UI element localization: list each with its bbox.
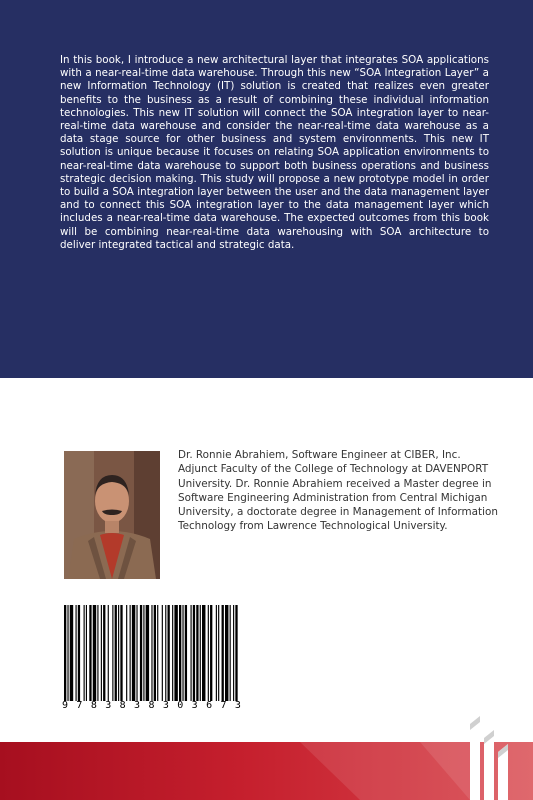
barcode-bar bbox=[146, 605, 149, 701]
barcode-bar bbox=[191, 605, 192, 701]
barcode-bar bbox=[132, 605, 135, 701]
isbn-digit: 7 bbox=[220, 700, 227, 711]
barcode-bar bbox=[185, 605, 187, 701]
barcode-bar bbox=[118, 605, 119, 701]
barcode-bar bbox=[86, 605, 87, 701]
barcode-bar bbox=[165, 605, 166, 701]
barcode-bar bbox=[182, 605, 183, 701]
book-description: In this book, I introduce a new architectural layer that integrates SOA applications with a near-real-time data warehouse. Through this new “SOA Integration Layer” a new Information Technology (IT) solution is created that realizes even greater benefits to the business as a result of combining these individual information technologies. This new IT solution will connect the SOA integration layer to near-real-time data warehouse and consider the near-real-time data warehouse as a data stage source for other business and system environments. This new IT solution is unique because it focuses on relating SOA application environments to near-real-time data warehouse to support both business operations and business strategic decision making. This study will propose a new prototype model in order to build a SOA integration layer between the user and the data management layer and to connect this SOA integration layer to the data management layer which includes a near-real-time data warehouse. The expected outcomes from this book will be combining near-real-time data warehousing with SOA architecture to deliver integrated tactical and strategic data. bbox=[60, 54, 489, 251]
barcode-bar bbox=[130, 605, 131, 701]
isbn-digit: 9 bbox=[62, 700, 69, 711]
barcode-bar bbox=[174, 605, 177, 701]
barcode-bar bbox=[97, 605, 98, 701]
barcode-bar bbox=[115, 605, 117, 701]
isbn-digit: 8 bbox=[148, 700, 155, 711]
barcode-bar bbox=[136, 605, 137, 701]
author-photo bbox=[64, 451, 160, 579]
bottom-color-band bbox=[0, 742, 533, 800]
barcode-bar bbox=[196, 605, 198, 701]
author-bio: Dr. Ronnie Abrahiem, Software Engineer at CIBER, Inc. Adjunct Faculty of the College of Technology at DAVENPORT University. Dr. Ronnie Abrahiem received a Master degree in Software Engineering Administration from Central Michigan University, a doctorate degree in Management of Information Technology from Lawrence Technological University. bbox=[178, 449, 498, 533]
barcode-bar bbox=[78, 605, 80, 701]
barcode-bar bbox=[103, 605, 105, 701]
barcode-bar bbox=[108, 605, 109, 701]
barcode-bar bbox=[143, 605, 144, 701]
barcode-bar bbox=[140, 605, 142, 701]
isbn-digit: 3 bbox=[234, 700, 241, 711]
barcode-bar bbox=[235, 605, 237, 701]
barcode-bar bbox=[76, 605, 77, 701]
barcode-bar bbox=[208, 605, 209, 701]
isbn-digit: 6 bbox=[206, 700, 213, 711]
barcode-bar bbox=[230, 605, 231, 701]
barcode-bar bbox=[112, 605, 113, 701]
isbn-digit: 3 bbox=[191, 700, 198, 711]
isbn-digit: 3 bbox=[162, 700, 169, 711]
isbn-digit: 8 bbox=[119, 700, 126, 711]
band-shading bbox=[0, 742, 533, 800]
barcode-bar bbox=[202, 605, 205, 701]
barcode-bar bbox=[84, 605, 85, 701]
isbn-digits bbox=[60, 700, 243, 711]
barcode-bar bbox=[151, 605, 152, 701]
barcode-bar bbox=[67, 605, 68, 701]
barcode-bar bbox=[225, 605, 228, 701]
barcode-bar bbox=[162, 605, 163, 701]
barcode-bar bbox=[233, 605, 234, 701]
barcode-bar bbox=[200, 605, 201, 701]
isbn-digit: 0 bbox=[177, 700, 184, 711]
barcode-bar bbox=[126, 605, 127, 701]
barcode-bar bbox=[89, 605, 91, 701]
barcode-bar bbox=[218, 605, 219, 701]
barcode-bar bbox=[93, 605, 96, 701]
author-portrait-icon bbox=[64, 451, 160, 579]
isbn-digit: 7 bbox=[76, 700, 83, 711]
barcode-bar bbox=[101, 605, 102, 701]
barcode-bar bbox=[70, 605, 73, 701]
isbn-digit: 8 bbox=[90, 700, 97, 711]
isbn-digit: 3 bbox=[105, 700, 112, 711]
barcode-bar bbox=[168, 605, 170, 701]
publisher-logo-icon bbox=[456, 712, 516, 800]
barcode-bar bbox=[193, 605, 195, 701]
isbn-digit: 3 bbox=[134, 700, 141, 711]
barcode-bar bbox=[210, 605, 212, 701]
barcode-bar bbox=[64, 605, 66, 701]
barcode-bar bbox=[222, 605, 224, 701]
barcode-bar bbox=[216, 605, 217, 701]
barcode-bar bbox=[154, 605, 156, 701]
barcode-bar bbox=[179, 605, 181, 701]
barcode-bar bbox=[157, 605, 158, 701]
barcode-bar bbox=[172, 605, 173, 701]
barcode-bar bbox=[120, 605, 122, 701]
